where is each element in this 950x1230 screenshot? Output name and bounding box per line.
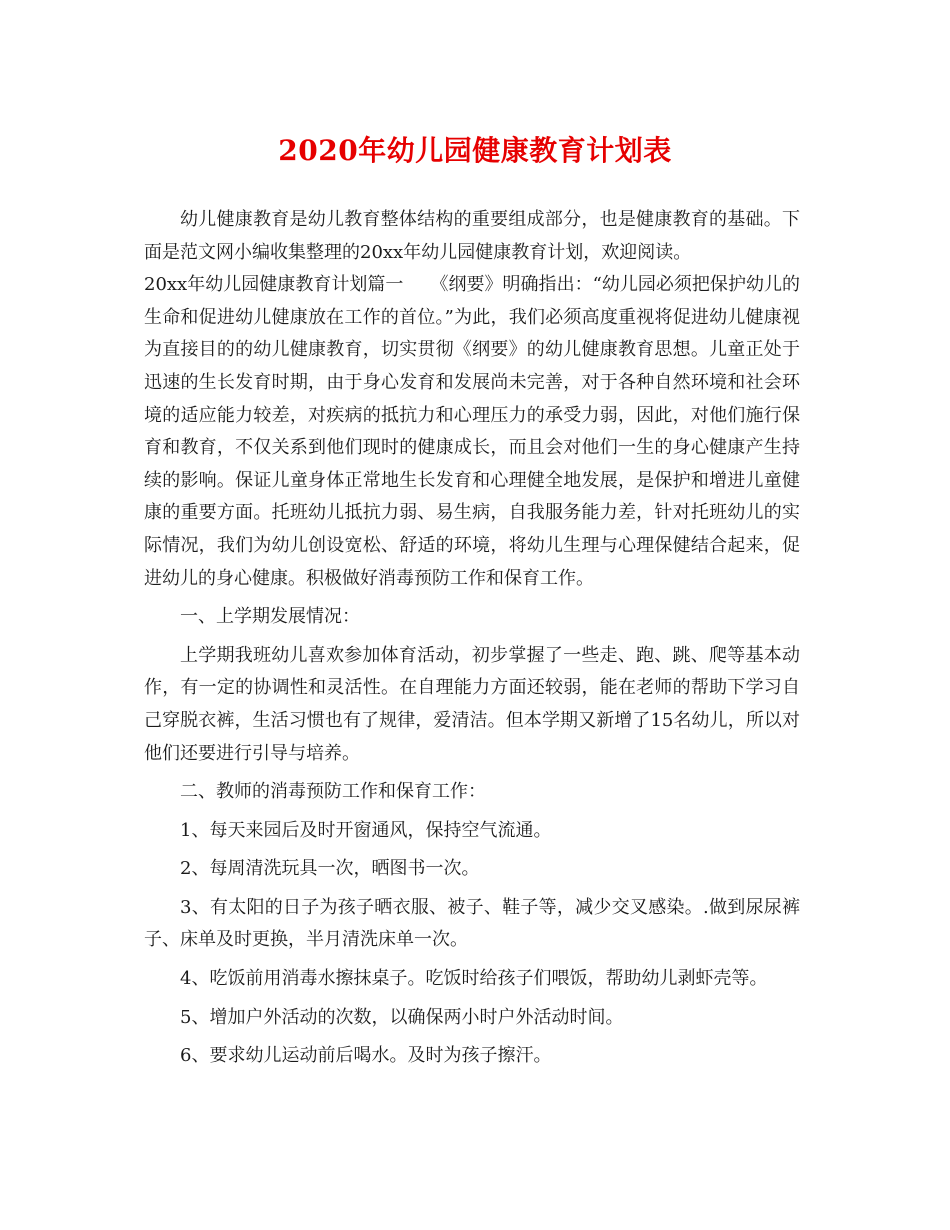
document-title: 2020年幼儿园健康教育计划表 (278, 134, 672, 167)
paragraph-heading-teacher-work: 二、教师的消毒预防工作和保育工作： (180, 781, 486, 803)
list-item-6: 6、要求幼儿运动前后喝水。及时为孩子擦汗。 (180, 1045, 552, 1067)
paragraph-intro: 幼儿健康教育是幼儿教育整体结构的重要组成部分，也是健康教育的基础。下面是范文网小编收集整理的20xx年幼儿园健康教育计划，欢迎阅读。 (144, 209, 800, 263)
list-item-5: 5、增加户外活动的次数，以确保两小时户外活动时间。 (180, 1006, 624, 1028)
list-item-4: 4、吃饭前用消毒水擦抹桌子。吃饭时给孩子们喂饭，帮助幼儿剥虾壳等。 (180, 968, 768, 990)
list-item-1: 1、每天来园后及时开窗通风，保持空气流通。 (180, 819, 552, 841)
document-body (144, 204, 800, 1073)
list-item-2: 2、每周清洗玩具一次，晒图书一次。 (180, 858, 480, 880)
paragraph-plan-one: 20xx年幼儿园健康教育计划篇一 《纲要》明确指出：“幼儿园必须把保护幼儿的生命和促进幼儿健康放在工作的首位。”为此，我们必须高度重视将促进幼儿健康视为直接目的的幼儿健康教育，切实贯彻《纲要》的幼儿健康教育思想。儿童正处于迅速的生长发育时期，由于身心发育和发展尚未完善，对于各种自然环境和社会环境的适应能力较差，对疾病的抵抗力和心理压力的承受力弱，因此，对他们施行保育和教育，不仅关系到他们现时的健康成长，而且会对他们一生的身心健康产生持续的影响。保证儿童身体正常地生长发育和心理健全地发展，是保护和增进儿童健康的重要方面。托班幼儿抵抗力弱、易生病，自我服务能力差，针对托班幼儿的实际情况，我们为幼儿创设宽松、舒适的环境，将幼儿生理与心理保健结合起来，促进幼儿的身心健康。积极做好消毒预防工作和保育工作。 (144, 274, 800, 589)
list-item-3: 3、有太阳的日子为孩子晒衣服、被子、鞋子等，减少交叉感染。.做到尿尿裤子、床单及时更换，半月清洗床单一次。 (144, 896, 800, 951)
paragraph-heading-last-term: 一、上学期发展情况： (180, 606, 360, 628)
paragraph-last-term: 上学期我班幼儿喜欢参加体育活动，初步掌握了一些走、跑、跳、爬等基本动作，有一定的协调性和灵活性。在自理能力方面还较弱，能在老师的帮助下学习自己穿脱衣裤，生活习惯也有了规律，爱清洁。但本学期又新增了15名幼儿，所以对他们还要进行引导与培养。 (144, 644, 800, 764)
